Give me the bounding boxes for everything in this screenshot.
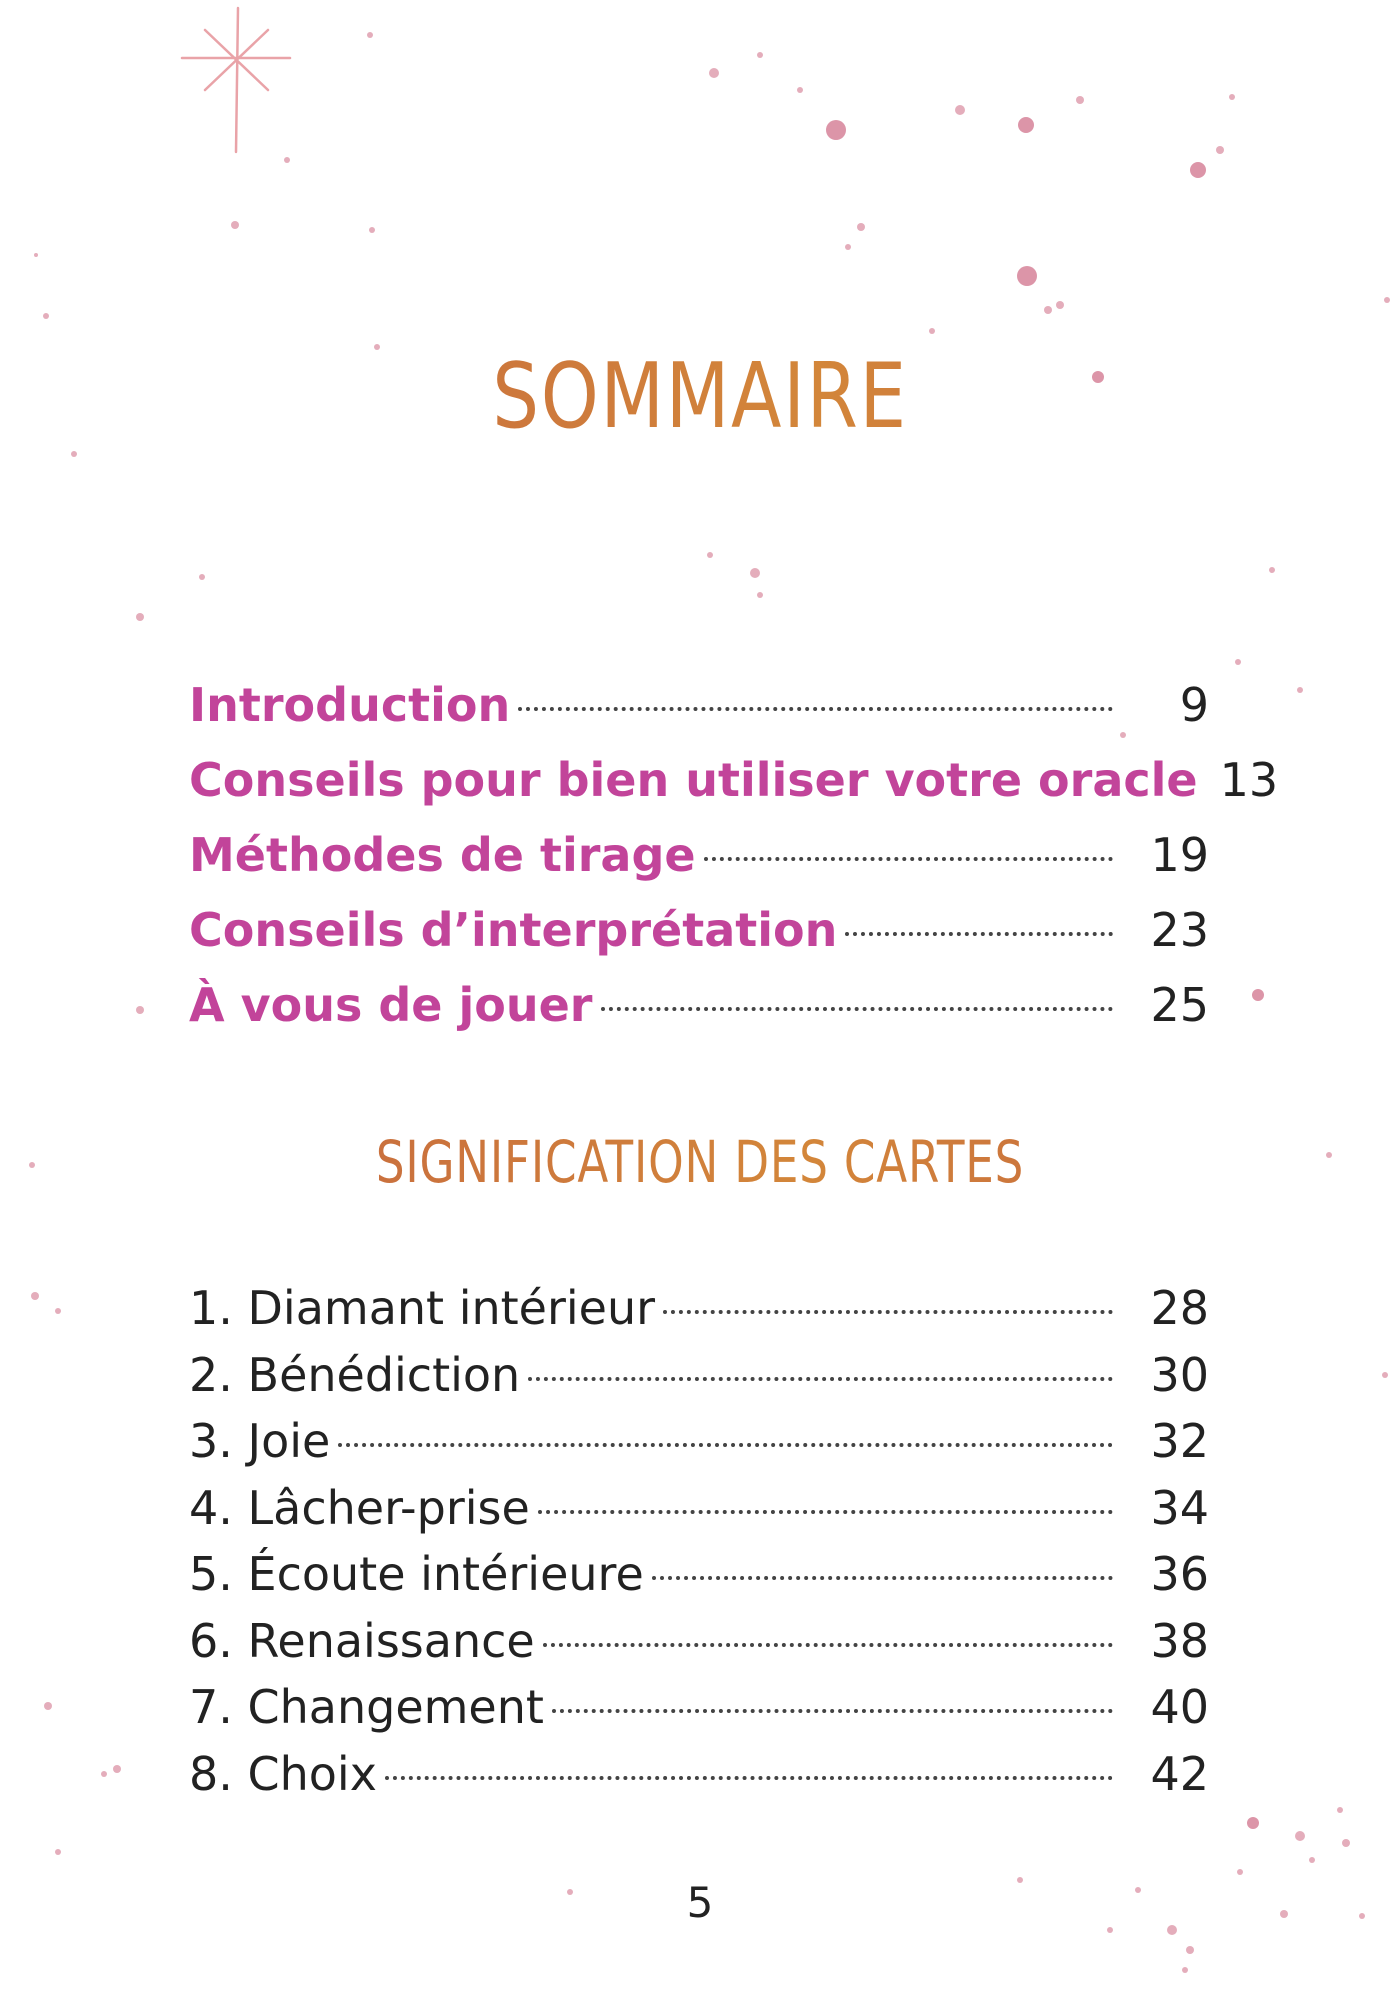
toc-entry[interactable]: [189, 743, 1279, 818]
card-entry-page: 40: [1150, 1680, 1209, 1734]
toc-cards-list: [189, 1275, 1209, 1807]
dot-leader: [385, 1776, 1113, 1780]
card-entry-label: 6. Renaissance: [189, 1613, 535, 1668]
card-entry-page: 42: [1150, 1746, 1209, 1801]
toc-entry-label: Conseils d’interprétation: [189, 903, 838, 957]
dot-leader: [543, 1643, 1113, 1647]
toc-entry-page: 25: [1150, 978, 1209, 1032]
dot-leader: [518, 707, 1113, 711]
card-entry-label: 2. Bénédiction: [189, 1347, 521, 1402]
toc-entry[interactable]: [189, 968, 1209, 1043]
dot-leader: [552, 1709, 1113, 1713]
card-entry-label: 5. Écoute intérieure: [189, 1547, 644, 1601]
dot-leader: [538, 1510, 1113, 1514]
toc-entry-page: 13: [1219, 753, 1279, 807]
page-number: 5: [686, 1878, 714, 1927]
toc-entry-page: 9: [1179, 678, 1209, 732]
dot-leader: [338, 1443, 1113, 1447]
card-entry[interactable]: [189, 1741, 1209, 1808]
dot-leader: [652, 1576, 1113, 1580]
dot-leader: [704, 857, 1113, 861]
card-entry-page: 38: [1150, 1613, 1209, 1668]
card-entry-page: 30: [1150, 1347, 1209, 1402]
toc-entry-page: 19: [1150, 828, 1209, 882]
toc-entry-label: Introduction: [189, 678, 511, 732]
toc-entry[interactable]: [189, 668, 1209, 743]
card-entry[interactable]: [189, 1608, 1209, 1675]
card-entry-label: 3. Joie: [189, 1414, 331, 1468]
card-entry-page: 34: [1150, 1480, 1209, 1535]
card-entry-label: 4. Lâcher-prise: [189, 1480, 530, 1535]
card-entry[interactable]: [189, 1342, 1209, 1409]
card-entry-label: 7. Changement: [189, 1680, 544, 1734]
card-entry[interactable]: [189, 1475, 1209, 1542]
card-entry[interactable]: [189, 1275, 1209, 1342]
dot-leader: [528, 1377, 1113, 1381]
card-entry-label: 8. Choix: [189, 1746, 377, 1801]
page-title: SOMMAIRE: [126, 352, 1274, 442]
dot-leader: [601, 1007, 1114, 1011]
dot-leader: [845, 932, 1113, 936]
card-entry-page: 28: [1150, 1281, 1209, 1335]
toc-entry[interactable]: [189, 818, 1209, 893]
toc-entry-page: 23: [1150, 903, 1209, 957]
card-entry-page: 36: [1150, 1547, 1209, 1601]
card-entry[interactable]: [189, 1541, 1209, 1608]
card-entry-label: 1. Diamant intérieur: [189, 1281, 656, 1335]
toc-entry-label: Conseils pour bien utiliser votre oracle: [189, 753, 1198, 807]
toc-entry-label: Méthodes de tirage: [189, 828, 696, 882]
card-entry-page: 32: [1150, 1414, 1209, 1468]
toc-main-list: [189, 668, 1279, 1043]
card-entry[interactable]: [189, 1674, 1209, 1741]
toc-entry[interactable]: [189, 893, 1209, 968]
toc-entry-label: À vous de jouer: [189, 978, 593, 1032]
dot-leader: [663, 1310, 1113, 1314]
section-title: SIGNIFICATION DES CARTES: [154, 1133, 1246, 1191]
card-entry[interactable]: [189, 1408, 1209, 1475]
